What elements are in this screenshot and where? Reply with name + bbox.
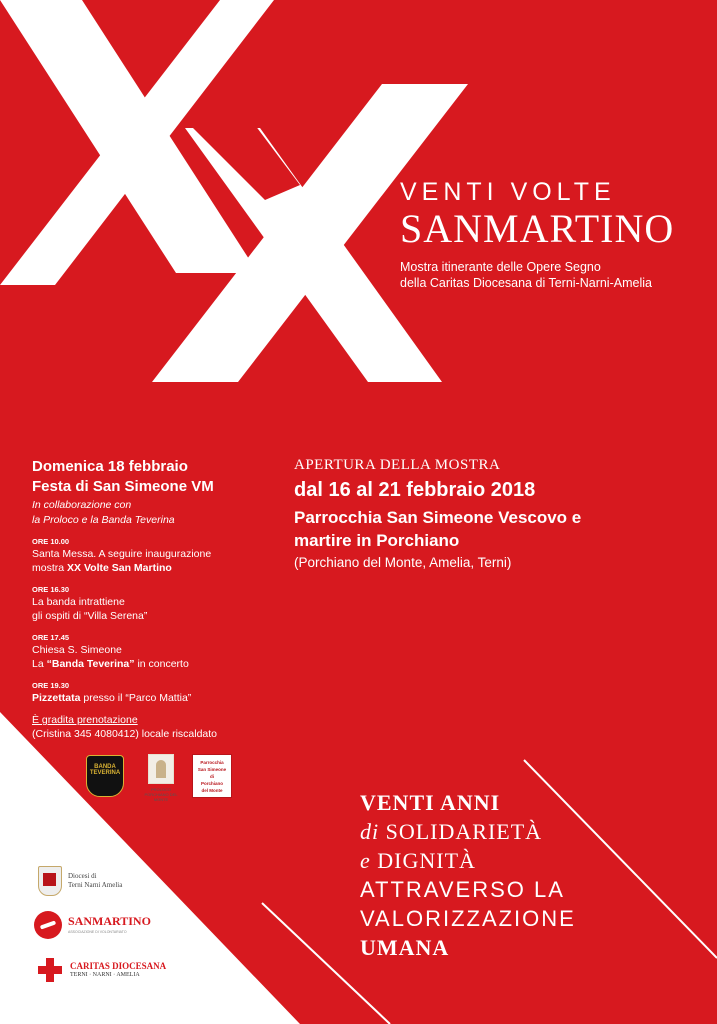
banda-teverina-logo: [86, 755, 124, 797]
booking-contact: (Cristina 345 4080412) locale riscaldato: [32, 728, 218, 740]
banda-logo-text: BANDA TEVERINA: [89, 764, 121, 776]
diocesi-line-2: Terni Narni Amelia: [68, 881, 123, 889]
sanmartino-logo-sub: ASSOCIAZIONE DI VOLONTARIATO: [68, 930, 127, 934]
event-description: Santa Messa. A seguire inaugurazione: [32, 548, 212, 560]
event-time: ORE 19.30: [32, 681, 70, 690]
program-heading-date: Domenica 18 febbraio: [32, 458, 188, 475]
slogan-line-1: VENTI ANNI: [360, 790, 501, 815]
parrocchia-logo-line: del Monte: [201, 788, 223, 793]
event-description: mostra XX Volte San Martino: [32, 562, 172, 574]
caritas-cross-icon: [38, 958, 62, 982]
sanmartino-logo-name: SANMARTINO: [68, 914, 151, 928]
slogan-line-4: ATTRAVERSO LA: [360, 877, 565, 902]
exhibition-column: [294, 457, 694, 570]
booking-note: [32, 713, 282, 741]
caritas-logo: [38, 958, 188, 988]
parrocchia-logo: [192, 754, 232, 798]
subtitle-line-2: della Caritas Diocesana di Terni-Narni-Amelia: [400, 276, 652, 290]
parrocchia-logo-line: di: [210, 774, 214, 779]
diocesi-shield-icon: [38, 866, 62, 896]
event-time: ORE 16.30: [32, 585, 70, 594]
caritas-logo-name: CARITAS DIOCESANA: [70, 961, 167, 971]
exhibition-label: APERTURA DELLA MOSTRA: [294, 457, 501, 473]
diocesi-logo: [38, 866, 178, 896]
slogan-line-3: e DIGNITÀ: [360, 848, 476, 873]
proloco-logo: [143, 754, 179, 802]
parrocchia-logo-line: San Simeone: [197, 767, 227, 772]
exhibition-place-line-1: Parrocchia San Simeone Vescovo e: [294, 508, 582, 527]
program-collab-line-2: la Proloco e la Banda Teverina: [32, 514, 175, 526]
sanmartino-circle-icon: [34, 911, 62, 939]
event-description: La “Banda Teverina” in concerto: [32, 658, 189, 670]
slogan-line-6: UMANA: [360, 935, 450, 960]
slogan: [360, 788, 576, 962]
subtitle-line-1: Mostra itinerante delle Opere Segno: [400, 260, 601, 274]
program-column: [32, 457, 282, 741]
program-collab-line-1: In collaborazione con: [32, 499, 132, 511]
proloco-caption: PROLOCO PORCHIANO DEL MONTE: [144, 787, 178, 802]
slogan-line-2: di SOLIDARIETÀ: [360, 819, 543, 844]
event-description: gli ospiti di “Villa Serena”: [32, 610, 148, 622]
header-venti-volte: VENTI VOLTE: [400, 178, 616, 206]
caritas-logo-sub: TERNI · NARNI · AMELIA: [70, 972, 140, 978]
event-time: ORE 17.45: [32, 633, 70, 642]
header-title: SANMARTINO: [400, 206, 675, 251]
header-subtitle: [400, 259, 700, 291]
booking-label: È gradita prenotazione: [32, 714, 138, 726]
event-time: ORE 10.00: [32, 537, 70, 546]
event-description: La banda intrattiene: [32, 596, 125, 608]
diocesi-line-1: Diocesi di: [68, 872, 97, 880]
exhibition-dates: dal 16 al 21 febbraio 2018: [294, 479, 536, 501]
proloco-emblem-icon: [148, 754, 174, 784]
exhibition-place-line-2: martire in Porchiano: [294, 531, 460, 550]
program-heading-feast: Festa di San Simeone VM: [32, 478, 214, 495]
sanmartino-logo: [34, 908, 184, 948]
exhibition-place: [294, 506, 694, 552]
parrocchia-logo-line: Porchiano: [200, 781, 223, 786]
event-description: Pizzettata presso il “Parco Mattia”: [32, 692, 192, 704]
exhibition-location: (Porchiano del Monte, Amelia, Terni): [294, 555, 512, 570]
event-description: Chiesa S. Simeone: [32, 644, 122, 656]
parrocchia-logo-line: Parrocchia: [200, 760, 224, 765]
slogan-line-5: VALORIZZAZIONE: [360, 906, 576, 931]
